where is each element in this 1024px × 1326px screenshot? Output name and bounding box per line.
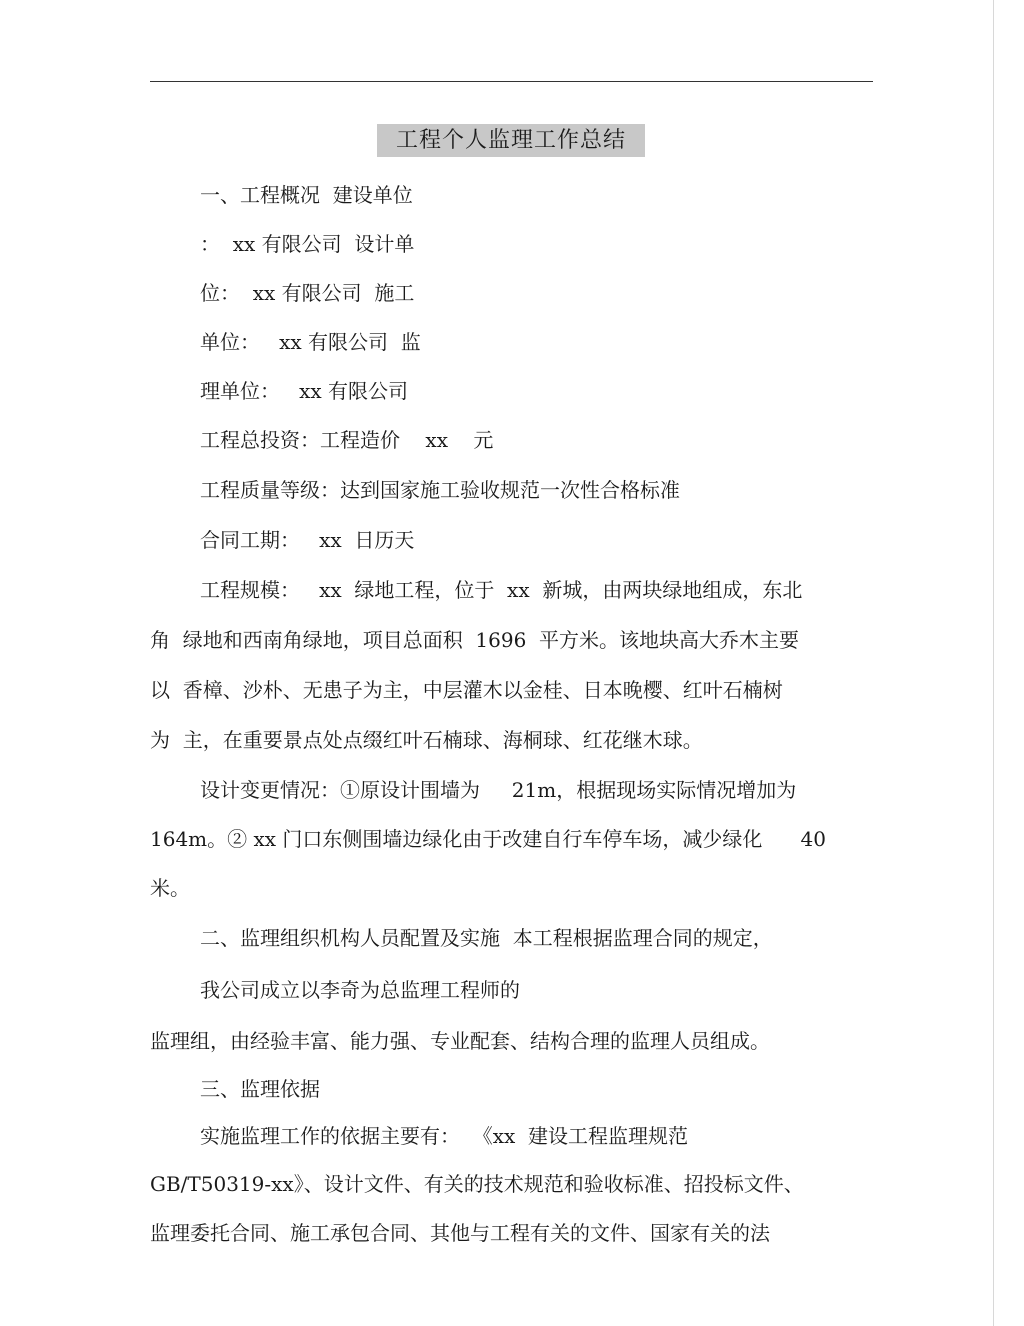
text-line: 米。 [150,876,190,900]
text-line: 以 香樟、沙朴、无患子为主，中层灌木以金桂、日本晚樱、红叶石楠树 [150,678,783,702]
text-line: 角 绿地和西南角绿地，项目总面积 1696 平方米。该地块高大乔木主要 [150,628,800,652]
text-line: 为 主，在重要景点处点缀红叶石楠球、海桐球、红花继木球。 [150,728,703,752]
text-line: 我公司成立以李奇为总监理工程师的 [200,978,520,1002]
text-line: GB/T50319-xx》、设计文件、有关的技术规范和验收标准、招投标文件、 [150,1172,804,1196]
text-line: 监理委托合同、施工承包合同、其他与工程有关的文件、国家有关的法 [150,1221,770,1245]
text-line: 实施监理工作的依据主要有： 《xx 建设工程监理规范 [200,1124,688,1148]
text-line: 三、监理依据 [200,1077,320,1101]
text-line: 工程质量等级：达到国家施工验收规范一次性合格标准 [200,478,680,502]
text-line: 合同工期： xx 日历天 [200,528,415,552]
text-line: 设计变更情况：①原设计围墙为 21m，根据现场实际情况增加为 [200,778,797,802]
text-line: ： xx 有限公司 设计单 [200,232,415,256]
text-line: 164m。② xx 门口东侧围墙边绿化由于改建自行车停车场，减少绿化 40 [150,827,827,851]
page-edge [993,0,994,1326]
document-title: 工程个人监理工作总结 [377,124,645,157]
text-line: 二、监理组织机构人员配置及实施 本工程根据监理合同的规定， [200,926,773,950]
text-line: 一、工程概况 建设单位 [200,183,413,207]
text-line: 工程总投资：工程造价 xx 元 [200,428,494,452]
text-line: 单位： xx 有限公司 监 [200,330,421,354]
text-line: 工程规模： xx 绿地工程，位于 xx 新城，由两块绿地组成，东北 [200,578,803,602]
header-rule [150,81,873,82]
text-line: 理单位： xx 有限公司 [200,379,408,403]
text-line: 位： xx 有限公司 施工 [200,281,415,305]
text-line: 监理组，由经验丰富、能力强、专业配套、结构合理的监理人员组成。 [150,1029,770,1053]
